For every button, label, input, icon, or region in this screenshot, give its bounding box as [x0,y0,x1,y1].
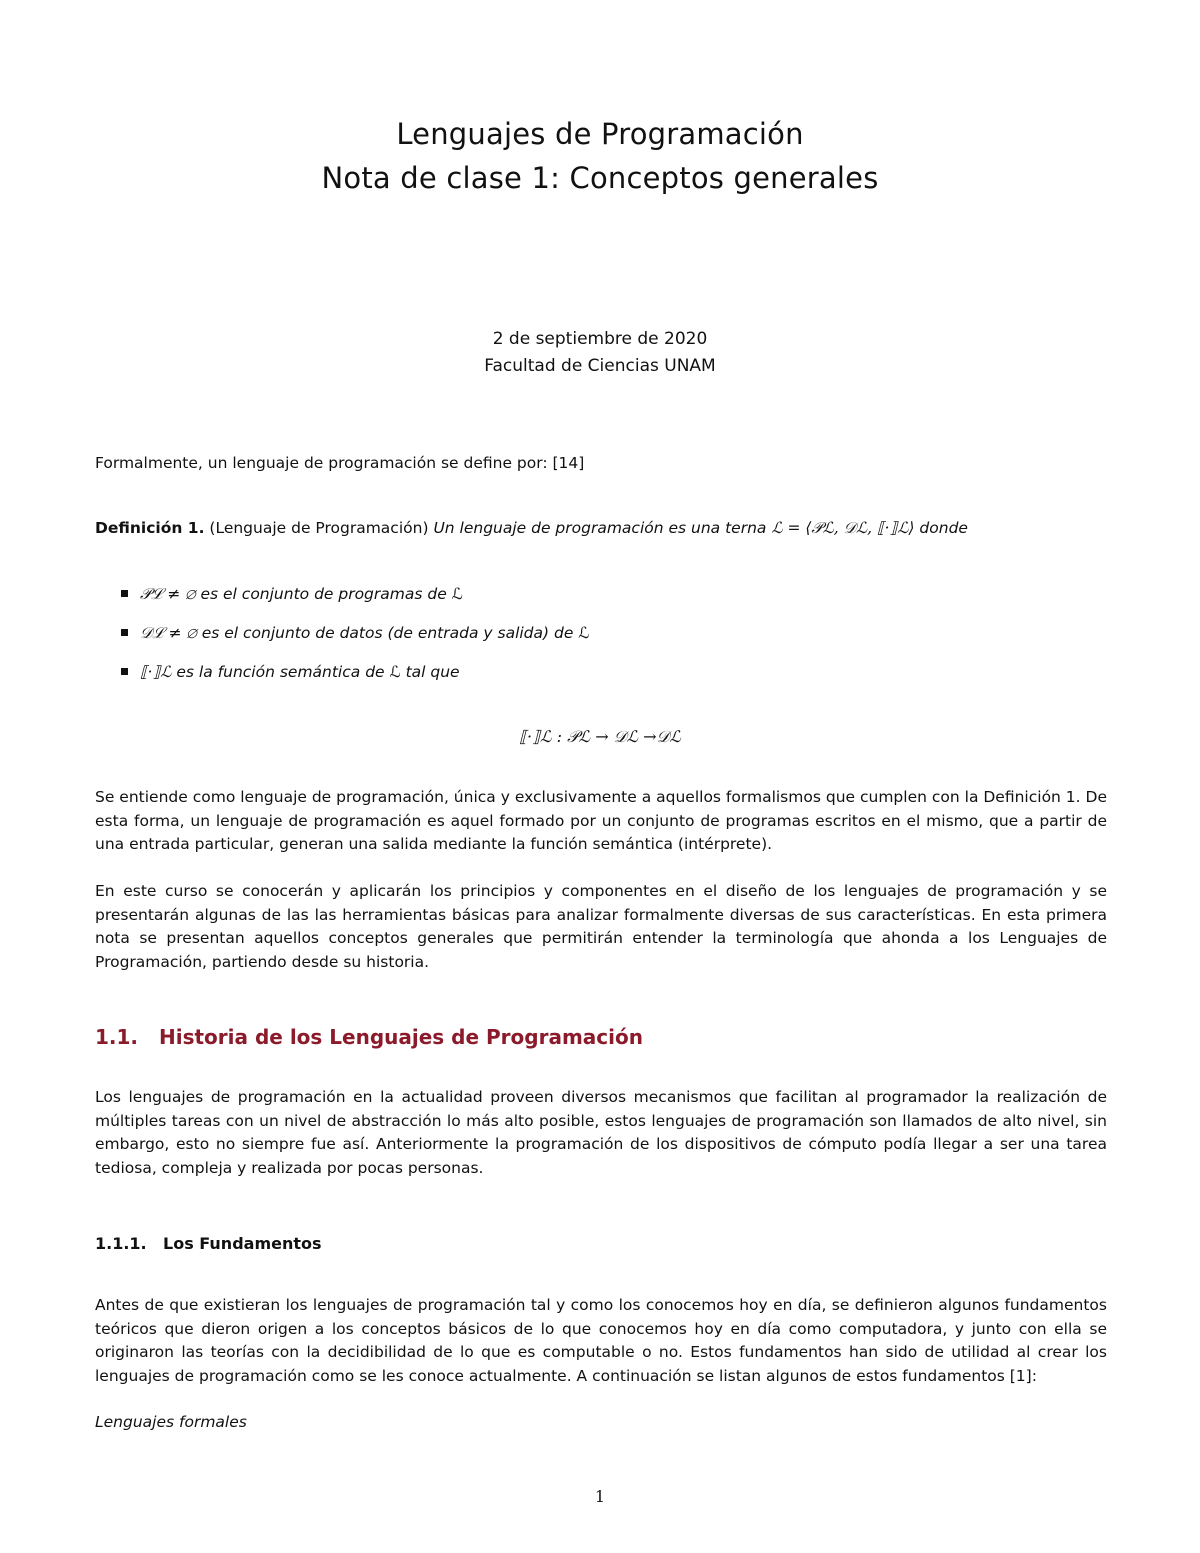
list-item-text: es la función semántica de ℒ tal que [176,663,460,681]
list-item [118,660,589,699]
definition-name: (Lenguaje de Programación) [209,519,429,537]
meta-block [0,326,1200,380]
display-equation: ⟦·⟧ℒ : 𝒫ℒ → 𝒟ℒ →𝒟ℒ [519,727,681,746]
subsection-number: 1.1.1. [95,1234,147,1253]
document-date: 2 de septiembre de 2020 [492,329,708,349]
paragraph-heading: Lenguajes formales [95,1413,247,1431]
title-block [0,112,1200,200]
definition-1 [95,516,1115,540]
definition-formula: ℒ = ⟨𝒫ℒ, 𝒟ℒ, ⟦·⟧ℒ⟩ [771,519,915,537]
section-number: 1.1. [95,1025,139,1049]
intro-paragraph: Formalmente, un lenguaje de programación se define por: [14] [95,454,585,472]
definition-suffix: donde [919,519,968,537]
document-subtitle: Nota de clase 1: Conceptos generales [321,161,879,195]
document-title: Lenguajes de Programación [396,117,804,151]
list-item [118,621,589,660]
list-item-math: 𝒫ℒ ≠ ∅ [140,585,196,603]
definition-label: Definición 1. [95,519,205,537]
subsection-title: Los Fundamentos [163,1234,322,1253]
subsection-heading [95,1234,322,1253]
list-item-math: 𝒟ℒ ≠ ∅ [140,624,197,642]
section-heading [95,1025,643,1049]
list-item-math: ⟦·⟧ℒ [140,663,172,681]
list-item-text: es el conjunto de programas de ℒ [200,585,463,603]
definition-text: Un lenguaje de programación es una terna [433,519,767,537]
bullet-square-icon [121,629,128,636]
list-item [118,582,589,621]
body-paragraph: En este curso se conocerán y aplicarán los principios y componentes en el diseño de los lenguajes de programación y se presentarán algunas de las las herramientas básicas para analizar formalmente diversas de sus características. En esta primera nota se presentan aquellos conceptos generales que permitirán entender la terminología que ahonda a los Lenguajes de Programación, partiendo desde su historia. [95,882,1107,972]
section-title: Historia de los Lenguajes de Programación [159,1025,643,1049]
document-institution: Facultad de Ciencias UNAM [484,356,716,376]
list-item-text: es el conjunto de datos (de entrada y salida) de ℒ [201,624,590,642]
page-number: 1 [594,1487,606,1506]
bullet-square-icon [121,668,128,675]
section-paragraph: Los lenguajes de programación en la actualidad proveen diversos mecanismos que facilitan al programador la realización de múltiples tareas con un nivel de abstracción lo más alto posible, estos lenguajes de programación son llamados de alto nivel, sin embargo, esto no siempre fue así. Anteriormente la programación de los dispositivos de cómputo podía llegar a ser una tarea tediosa, compleja y realizada por pocas personas. [95,1088,1107,1178]
body-paragraph: Se entiende como lenguaje de programación, única y exclusivamente a aquellos formalismos que cumplen con la Definición 1. De esta forma, un lenguaje de programación es aquel formado por un conjunto de programas escritos en el mismo, que a partir de una entrada particular, generan una salida mediante la función semántica (intérprete). [95,788,1107,854]
subsection-paragraph: Antes de que existieran los lenguajes de programación tal y como los conocemos hoy en día, se definieron algunos fundamentos teóricos que dieron origen a los conceptos básicos de lo que conocemos hoy en día como computadora, y junto con ella se originaron las teorías con la decidibilidad de lo que es computable o no. Estos fundamentos han sido de utilidad al crear los lenguajes de programación como se les conoce actualmente. A continuación se listan algunos de estos fundamentos [1]: [95,1296,1107,1386]
definition-list [118,582,589,699]
bullet-square-icon [121,590,128,597]
